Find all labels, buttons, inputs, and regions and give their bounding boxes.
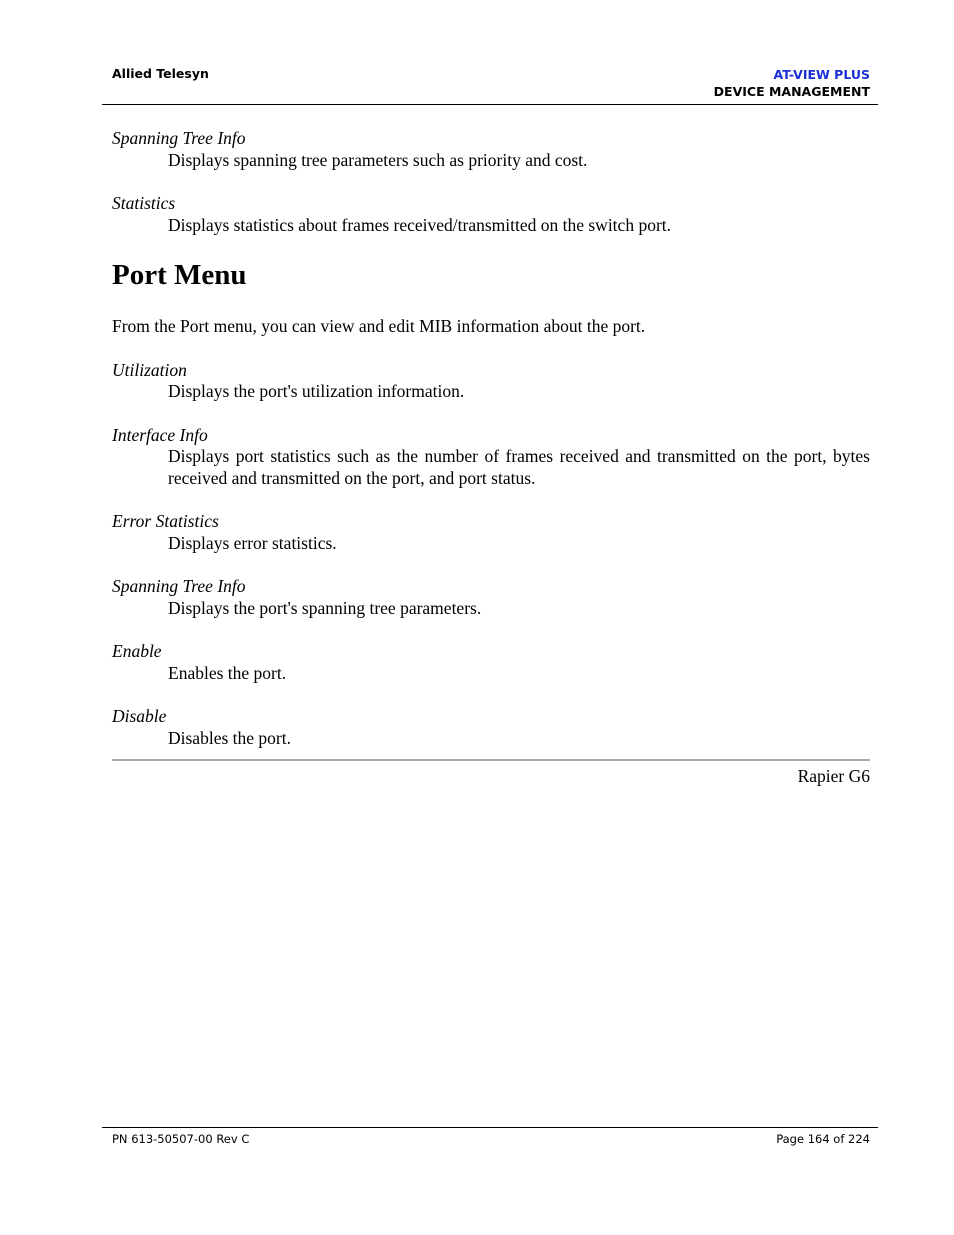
definition-entry	[112, 511, 870, 554]
definition-term: Spanning Tree Info	[112, 576, 246, 596]
section-intro: From the Port menu, you can view and edit MIB information about the port.	[112, 316, 646, 336]
definition-term: Disable	[112, 706, 167, 726]
section-heading: Port Menu	[112, 259, 247, 291]
definition-description: Displays statistics about frames received/transmitted on the switch port.	[168, 214, 672, 235]
definition-description: Disables the port.	[168, 727, 291, 748]
footer-divider	[102, 1127, 878, 1128]
definition-entry	[112, 576, 870, 619]
definition-term: Statistics	[112, 193, 176, 213]
definition-entry	[112, 193, 870, 236]
header-divider	[102, 104, 878, 105]
definition-term: Utilization	[112, 359, 187, 380]
header-product: AT-VIEW PLUS	[773, 67, 870, 82]
header-company: Allied Telesyn	[112, 66, 209, 81]
page-content	[112, 128, 870, 771]
definition-term: Spanning Tree Info	[112, 128, 246, 148]
header-title-block	[714, 66, 870, 100]
section-divider	[112, 759, 870, 761]
definition-entry	[112, 360, 870, 403]
definition-description: Displays port statistics such as the number of frames received and transmitted on the port, bytes received and transmitted on the port, and port status.	[168, 446, 870, 488]
definition-entry	[112, 128, 870, 171]
definition-term: Error Statistics	[112, 511, 219, 531]
definition-description: Displays error statistics.	[168, 532, 337, 553]
definition-entry	[112, 641, 870, 684]
definition-term: Interface Info	[112, 424, 208, 445]
definition-description: Enables the port.	[168, 662, 287, 683]
footer-part-number: PN 613-50507-00 Rev C	[112, 1132, 250, 1146]
definition-term: Enable	[112, 641, 162, 661]
header-section: DEVICE MANAGEMENT	[713, 84, 870, 99]
definition-description: Displays the port's utilization information.	[168, 381, 465, 401]
section-caption: Rapier G6	[797, 766, 870, 786]
definition-description: Displays the port's spanning tree parameters.	[168, 597, 482, 618]
definition-entry	[112, 425, 870, 490]
definition-description: Displays spanning tree parameters such as priority and cost.	[168, 149, 588, 170]
footer-page-number: Page 164 of 224	[776, 1132, 870, 1146]
definition-entry	[112, 706, 870, 749]
